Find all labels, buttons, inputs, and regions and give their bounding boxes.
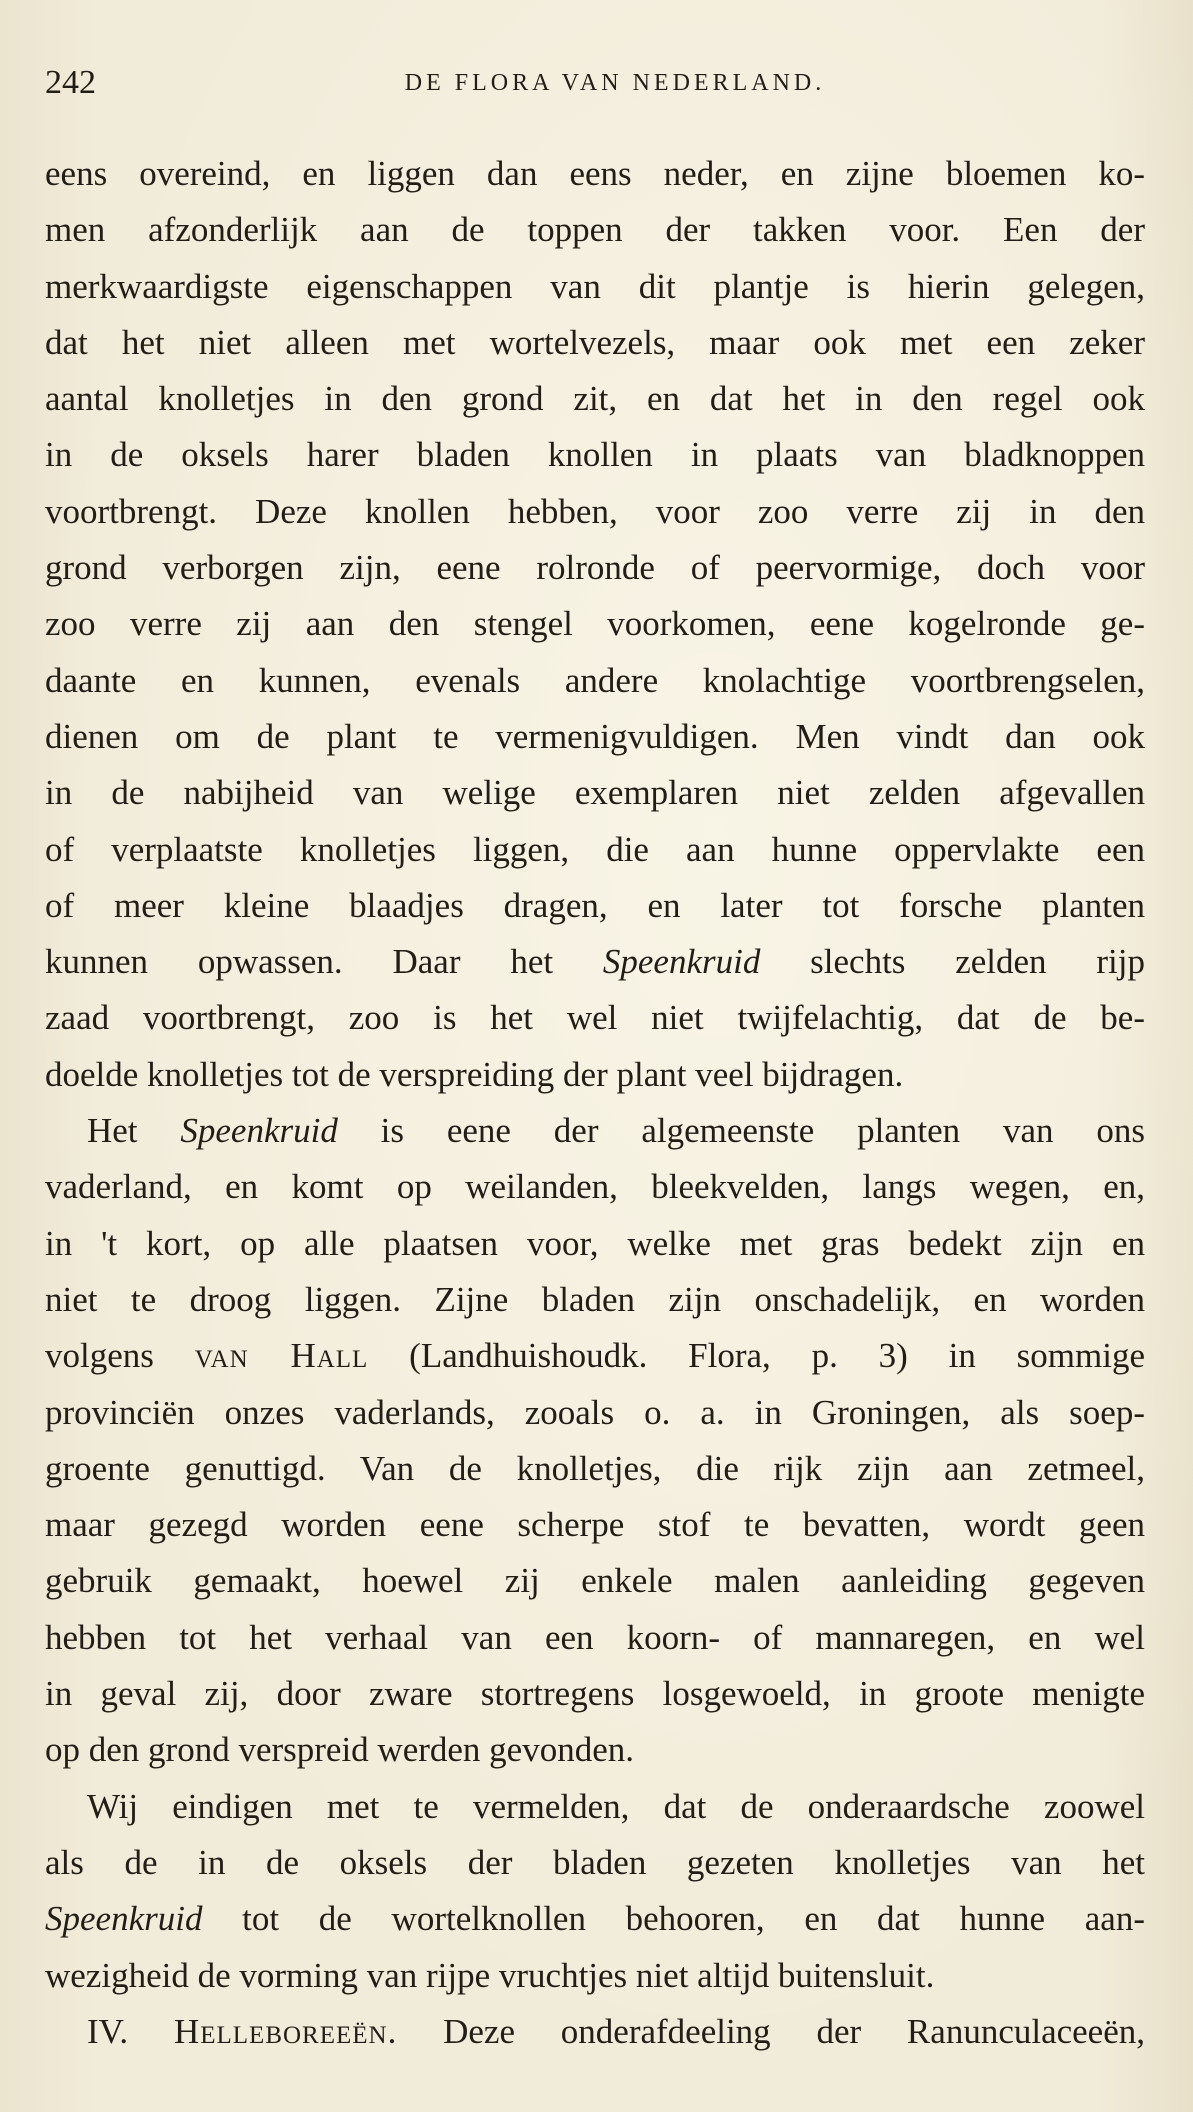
text-line: op den grond verspreid werden gevonden. bbox=[45, 1730, 634, 1770]
text-segment: Deze onderafdeeling der Ranunculaceeën, bbox=[397, 2011, 1145, 2051]
body-text bbox=[45, 146, 1145, 2060]
text-line: voortbrengt. Deze knollen hebben, voor zoo verre zij in den bbox=[45, 491, 1145, 531]
text-segment: tot de wortelknollen behooren, en dat hunne aan- bbox=[202, 1899, 1145, 1939]
running-title: DE FLORA VAN NEDERLAND. bbox=[404, 70, 826, 96]
text-line: doelde knolletjes tot de verspreiding der plant veel bijdragen. bbox=[45, 1054, 904, 1094]
text-segment: kunnen opwassen. Daar het bbox=[45, 942, 603, 982]
text-segment: Het bbox=[87, 1111, 181, 1151]
text-line bbox=[45, 1103, 1145, 1159]
text-line: hebben tot het verhaal van een koorn- of mannaregen, en wel bbox=[45, 1617, 1145, 1657]
text-line: aantal knolletjes in den grond zit, en dat het in den regel ook bbox=[45, 379, 1145, 419]
text-line: gebruik gemaakt, hoewel zij enkele malen aanleiding gegeven bbox=[45, 1561, 1145, 1601]
section-title: Helleboreeën. bbox=[173, 2011, 398, 2051]
text-line: Wij eindigen met te vermelden, dat de onderaardsche zoowel bbox=[87, 1786, 1145, 1826]
text-line: wezigheid de vorming van rijpe vruchtjes niet altijd buitensluit. bbox=[45, 1955, 935, 1995]
text-line: daante en kunnen, evenals andere knolachtige voortbrengselen, bbox=[45, 660, 1145, 700]
page-header bbox=[45, 58, 1145, 108]
text-line: in 't kort, op alle plaatsen voor, welke met gras bedekt zijn en bbox=[45, 1223, 1145, 1263]
section-number: IV. bbox=[87, 2011, 174, 2051]
text-line: niet te droog liggen. Zijne bladen zijn onschadelijk, en worden bbox=[45, 1279, 1145, 1319]
text-line: of meer kleine blaadjes dragen, en later tot forsche planten bbox=[45, 885, 1145, 925]
text-line: merkwaardigste eigenschappen van dit plantje is hierin gelegen, bbox=[45, 266, 1145, 306]
page-number: 242 bbox=[45, 64, 96, 101]
text-line: zaad voortbrengt, zoo is het wel niet twijfelachtig, dat de be- bbox=[45, 998, 1145, 1038]
text-line: als de in de oksels der bladen gezeten knolletjes van het bbox=[45, 1842, 1145, 1882]
paragraph-2 bbox=[45, 1103, 1145, 1779]
paragraph-1 bbox=[45, 146, 1145, 1103]
text-line: in geval zij, door zware stortregens losgewoeld, in groote menigte bbox=[45, 1674, 1145, 1714]
text-line: groente genuttigd. Van de knolletjes, die rijk zijn aan zetmeel, bbox=[45, 1448, 1145, 1488]
text-segment: slechts zelden rijp bbox=[760, 942, 1145, 982]
text-line: provinciën onzes vaderlands, zooals o. a. in Groningen, als soep- bbox=[45, 1392, 1145, 1432]
species-name: Speenkruid bbox=[45, 1899, 203, 1939]
text-line: in de oksels harer bladen knollen in plaats van bladknoppen bbox=[45, 435, 1145, 475]
species-name: Speenkruid bbox=[602, 942, 761, 982]
text-line: dat het niet alleen met wortelvezels, maar ook met een zeker bbox=[45, 322, 1145, 362]
text-line bbox=[45, 2004, 1145, 2060]
text-line: dienen om de plant te vermenigvuldigen. Men vindt dan ook bbox=[45, 716, 1145, 756]
text-segment: is eene der algemeenste planten van ons bbox=[337, 1111, 1145, 1151]
text-line: men afzonderlijk aan de toppen der takken voor. Een der bbox=[45, 210, 1145, 250]
text-line bbox=[45, 934, 1145, 990]
text-segment: volgens bbox=[45, 1336, 195, 1376]
species-name: Speenkruid bbox=[180, 1111, 338, 1151]
author-name: van Hall bbox=[194, 1336, 369, 1376]
text-line: of verplaatste knolletjes liggen, die aan hunne oppervlakte een bbox=[45, 829, 1145, 869]
text-segment: (Landhuishoudk. Flora, p. 3) in sommige bbox=[368, 1336, 1145, 1376]
text-line bbox=[45, 1328, 1145, 1384]
text-line: zoo verre zij aan den stengel voorkomen, eene kogelronde ge- bbox=[45, 604, 1145, 644]
text-line bbox=[45, 1891, 1145, 1947]
text-line: grond verborgen zijn, eene rolronde of peervormige, doch voor bbox=[45, 548, 1145, 588]
text-line: in de nabijheid van welige exemplaren niet zelden afgevallen bbox=[45, 773, 1145, 813]
paragraph-4 bbox=[45, 2004, 1145, 2060]
paragraph-3 bbox=[45, 1779, 1145, 2004]
text-line: eens overeind, en liggen dan eens neder, en zijne bloemen ko- bbox=[45, 154, 1145, 193]
text-line: maar gezegd worden eene scherpe stof te bevatten, wordt geen bbox=[45, 1505, 1145, 1545]
text-line: vaderland, en komt op weilanden, bleekvelden, langs wegen, en, bbox=[45, 1167, 1145, 1207]
